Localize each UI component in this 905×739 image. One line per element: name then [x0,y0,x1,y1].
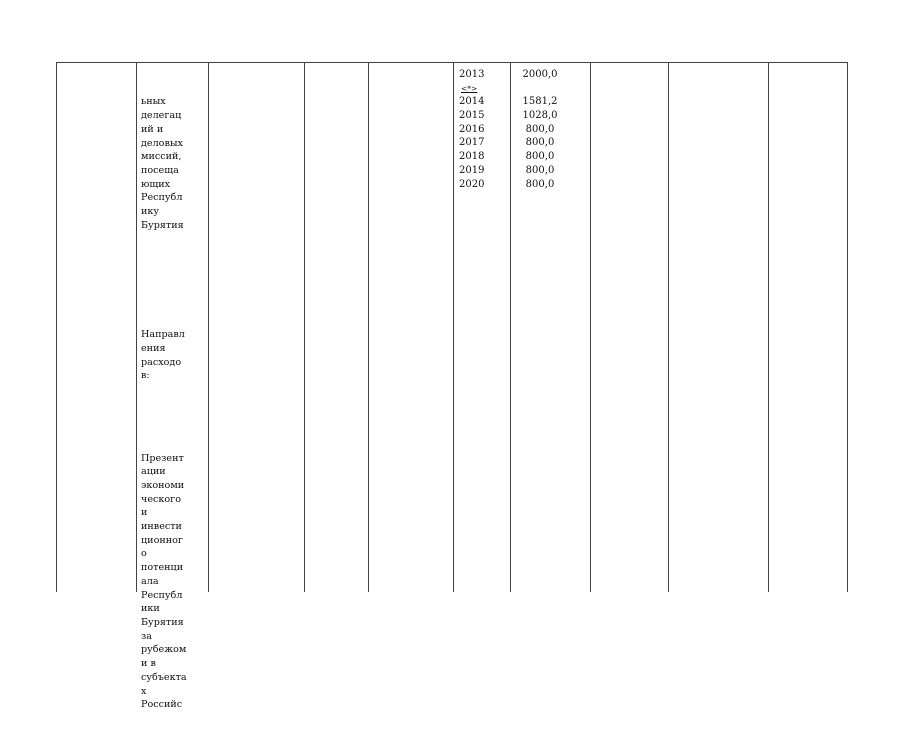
year-label: 2020 [459,178,485,190]
text-line: ики [141,603,160,615]
amount-value: 800,0 [525,164,555,176]
amount-value: 1028,0 [522,110,558,122]
text-line: посеща [141,164,179,176]
year-label: 2014 [459,96,485,108]
table-column-divider [136,62,137,592]
text-line: ения [141,342,166,354]
amount-value: 800,0 [525,137,555,149]
text-line: делегац [141,110,182,122]
amount-value: 800,0 [525,123,555,135]
table-column-divider [590,62,591,592]
event-description-cell [141,68,207,739]
text-line: ации [141,466,166,478]
text-line: ий и [141,123,164,135]
text-line: ющих [141,178,171,190]
text-line: в: [141,370,150,382]
footnote-marker[interactable]: <*> [461,83,478,93]
table-column-divider [208,62,209,592]
text-line: Презент [141,452,184,464]
years-cell [459,68,499,191]
year-label: 2013 [459,69,485,80]
year-label: 2018 [459,151,485,163]
year-label: 2015 [459,110,485,122]
amount-value: 1581,2 [522,96,558,108]
text-line: расходо [141,356,182,368]
text-line: ционног [141,534,183,546]
amount-value: 2000,0 [522,69,558,80]
text-line: и [141,507,148,519]
table-column-divider [510,62,511,592]
table-column-divider [304,62,305,592]
text-line: миссий, [141,151,182,163]
amounts-cell [515,68,565,191]
text-line: Бурятия [141,219,184,231]
text-line: за [141,630,152,642]
presentation-text [141,452,207,712]
table-column-divider [368,62,369,592]
text-line: рубежом [141,644,187,656]
amount-value: 800,0 [525,178,555,190]
text-line: экономи [141,479,185,491]
expense-direction-heading [141,328,207,383]
text-line: Республ [141,192,183,204]
amount-spacer [515,82,565,96]
text-line: Бурятия [141,617,184,628]
text-line: Республ [141,589,183,601]
text-line: ческого [141,493,181,505]
table-column-divider [768,62,769,592]
text-line: Направл [141,329,185,341]
text-line: и в [141,658,156,670]
table-column-divider [453,62,454,592]
year-label: 2017 [459,137,485,149]
text-line: ику [141,206,160,218]
text-line: о [141,548,147,560]
amount-value: 800,0 [525,151,555,163]
text-line: ала [141,575,159,587]
text-line: ьных [141,96,166,108]
table-top-border [56,62,848,63]
year-label: 2019 [459,164,485,176]
text-line: инвести [141,521,182,533]
text-line: субъекта [141,671,187,683]
text-line: Российс [141,699,183,711]
text-line: х [141,685,147,697]
text-line: потенци [141,562,184,574]
event-name-text [141,95,207,232]
year-label: 2016 [459,123,485,135]
table-column-divider [668,62,669,592]
table-column-divider [56,62,57,592]
table-column-divider [847,62,848,592]
text-line: деловых [141,137,183,149]
